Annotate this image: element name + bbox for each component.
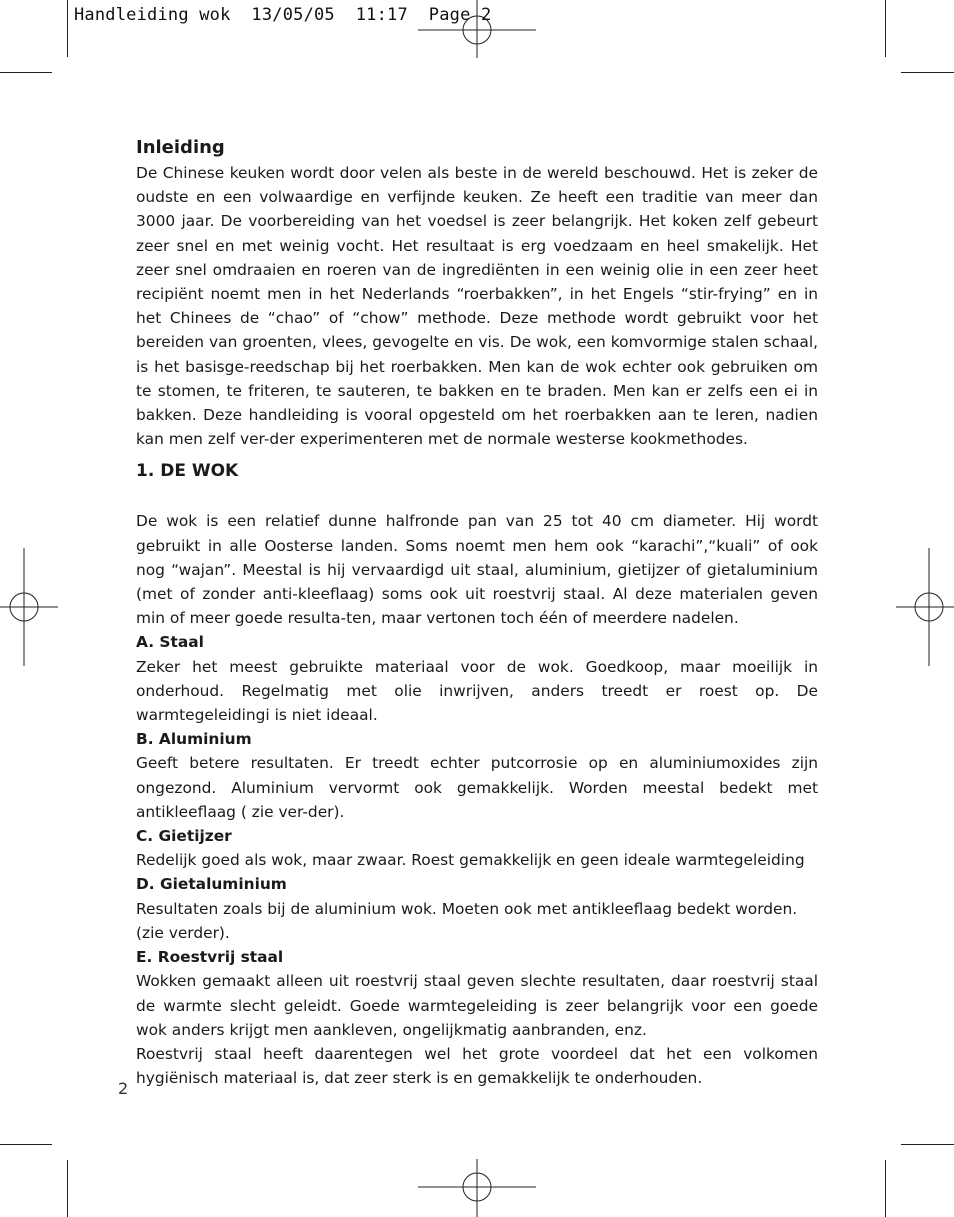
subsection-paragraph: Zeker het meest gebruikte materiaal voor de wok. Goedkoop, maar moeilijk in onderhoud. Regelmatig met olie inwrijven, anders treedt er roest op. De warmtegeleidingi is niet ideaal.: [136, 657, 818, 725]
registration-mark-left: [0, 548, 60, 666]
crop-mark: [901, 1144, 954, 1145]
crop-mark: [901, 72, 954, 73]
subsection-paragraph: (zie verder).: [136, 923, 230, 942]
print-slug: Handleiding wok 13/05/05 11:17 Page 2: [74, 5, 492, 25]
crop-mark: [885, 1160, 886, 1217]
subsection-heading-gietijzer: C. Gietijzer: [136, 827, 232, 846]
section-paragraph: De wok is een relatief dunne halfronde pan van 25 tot 40 cm diameter. Hij wordt gebruikt in alle Oosterse landen. Soms noemt men hem ook “karachi”,“kuali” of ook nog “wajan”. Meestal is hij vervaardigd uit staal, aluminium, gietijzer of gietaluminium (met of zonder anti-kleeflaag) soms ook uit roestvrij staal. Al deze materialen geven min of meer goede resulta-ten, maar vertonen toch één of meerdere nadelen.: [136, 512, 818, 628]
intro-paragraph: De Chinese keuken wordt door velen als beste in de wereld beschouwd. Het is zeker de oudste en een volwaardige en verfijnde keuken. Ze heeft een traditie van meer dan 3000 jaar. De voorbereiding van het voedsel is zeer belangrijk. Het koken zelf gebeurt zeer snel en met weinig vocht. Het resultaat is erg voedzaam en heel smakelijk. Het zeer snel omdraaien en roeren van de ingrediënten in een weinig olie in een zeer heet recipiënt noemt men in het Nederlands “roerbakken”, in het Engels “stir-frying” en in het Chinees de “chao” of “chow” methode. Deze methode wordt gebruikt voor het bereiden van groenten, vlees, gevogelte en vis. De wok, een komvormige stalen schaal, is het basisge-reedschap bij het roerbakken. Men kan de wok echter ook gebruiken om te stomen, te friteren, te sauteren, te bakken en te braden. Men kan er zelfs een ei in bakken. Deze handleiding is vooral opgesteld om het roerbakken aan te leren, nadien kan men zelf ver-der experimenteren met de normale westerse kookmethodes.: [136, 164, 818, 449]
crop-mark: [0, 72, 52, 73]
subsection-paragraph: Wokken gemaakt alleen uit roestvrij staal geven slechte resultaten, daar roestvrij staal de warmte slecht geleidt. Goede warmtegeleiding is zeer belangrijk voor een goede wok anders krijgt men aankleven, ongelijkmatig aanbranden, enz.: [136, 972, 818, 1039]
subsection-paragraph: Roestvrij staal heeft daarentegen wel het grote voordeel dat het een volkomen hygiënisch materiaal is, dat zeer sterk is en gemakkelijk te onderhouden.: [136, 1044, 818, 1088]
document-body: [136, 136, 818, 1090]
subsection-heading-staal: A. Staal: [136, 633, 204, 652]
page-number: 2: [118, 1079, 129, 1098]
crop-mark: [67, 0, 68, 57]
section-heading-de-wok: 1. DE WOK: [136, 461, 239, 482]
crop-mark: [885, 0, 886, 57]
crop-mark: [0, 1144, 52, 1145]
intro-heading: Inleiding: [136, 137, 225, 158]
registration-mark-right: [894, 548, 954, 666]
registration-mark-bottom: [418, 1157, 536, 1217]
subsection-heading-aluminium: B. Aluminium: [136, 730, 252, 749]
subsection-paragraph: Geeft betere resultaten. Er treedt echter putcorrosie op en aluminiumoxides zijn ongezond. Aluminium vervormt ook gemakkelijk. Worden meestal bedekt met antikleeflaag ( zie ver-der).: [136, 754, 818, 821]
crop-mark: [67, 1160, 68, 1217]
subsection-paragraph: Redelijk goed als wok, maar zwaar. Roest gemakkelijk en geen ideale warmtegeleiding: [136, 851, 805, 870]
subsection-heading-gietaluminium: D. Gietaluminium: [136, 875, 287, 894]
subsection-paragraph: Resultaten zoals bij de aluminium wok. Moeten ook met antikleeflaag bedekt worden.: [136, 899, 798, 918]
subsection-heading-roestvrij-staal: E. Roestvrij staal: [136, 948, 284, 967]
registration-mark-top: [418, 0, 536, 60]
